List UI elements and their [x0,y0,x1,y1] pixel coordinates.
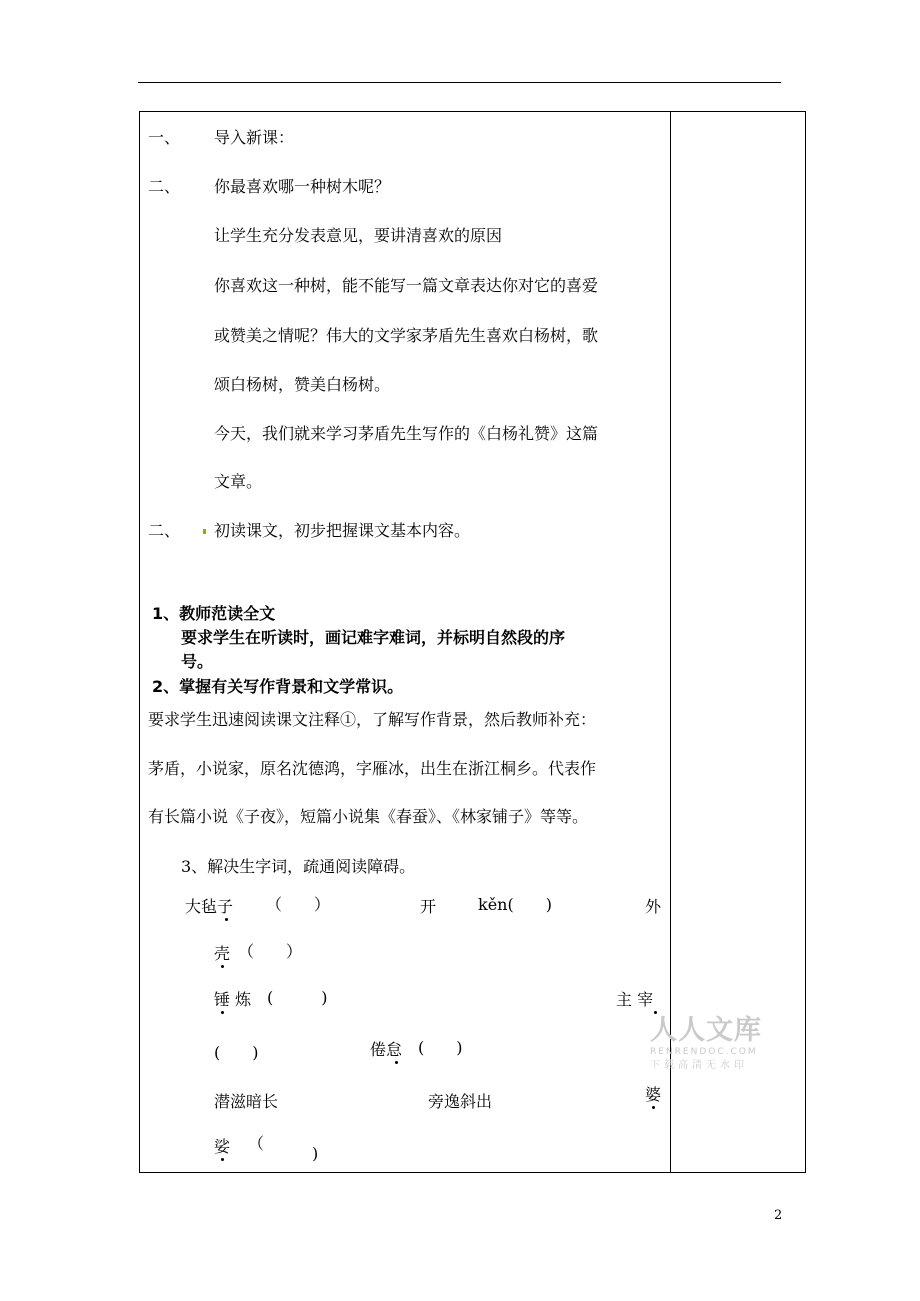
emphasis-dot [652,1106,655,1109]
header-rule [138,82,781,83]
vocab-blank: （ ） [238,942,303,961]
bold-line: 号。 [181,652,214,671]
text-line: 让学生充分发表意见，要讲清喜欢的原因 [214,226,503,245]
watermark [650,1016,775,1072]
vocab-word: 大毡子 [185,897,234,916]
question-line: 你最喜欢哪一种树木呢？ [214,177,391,196]
text-line: 今天，我们就来学习茅盾先生写作的《白杨礼赞》这篇 [214,424,599,443]
vocab-word: 开 [420,897,437,916]
section-number: 二、 [148,521,181,540]
watermark-url: RENRENDOC.COM [650,1047,758,1057]
bold-heading: 2、掌握有关写作背景和文学常识。 [152,677,404,696]
table-column-divider [670,111,671,1173]
bold-line: 要求学生在听读时，画记难字难词，并标明自然段的序 [181,628,566,647]
vocab-word: 潜滋暗长 [214,1092,279,1111]
body-line: 茅盾，小说家，原名沈德鸿，字雁冰，出生在浙江桐乡。代表作 [148,759,597,778]
vocab-blank: （ [248,1134,265,1153]
text-line: 文章。 [214,472,263,491]
body-line: 3、解决生字词，疏通阅读障碍。 [181,857,416,876]
body-line: 要求学生迅速阅读课文注释①，了解写作背景，然后教师补充： [148,710,597,729]
watermark-logo-text: 人人文库 [650,1015,762,1046]
vocab-blank: ) [312,1144,319,1163]
vocab-word: 壳 [214,944,231,963]
vocab-word: 主 宰 [616,990,654,1009]
vocab-word: 倦怠 [370,1040,403,1059]
text-line: 或赞美之情呢？伟大的文学家茅盾先生喜欢白杨树，歌 [214,326,599,345]
section-title: 初读课文，初步把握课文基本内容。 [214,521,471,540]
vocab-pinyin: kěn( ) [478,895,552,914]
emphasis-dot [221,1158,224,1161]
emphasis-dot [395,1061,398,1064]
emphasis-dot [225,918,228,921]
vocab-word: 锤 炼 [214,990,252,1009]
emphasis-dot [221,965,224,968]
emphasis-dot [654,1011,657,1014]
body-line: 有长篇小说《子夜》，短篇小说集《春蚕》、《林家铺子》等等。 [148,807,589,826]
text-line: 颂白杨树，赞美白杨树。 [214,375,391,394]
vocab-blank: ( ) [267,988,328,1007]
vocab-word: 娑 [214,1137,231,1156]
page-number: 2 [774,1208,783,1223]
emphasis-dot [221,1011,224,1014]
section-title: 导入新课： [214,128,295,147]
marker [203,529,206,534]
text-line: 你喜欢这一种树，能不能写一篇文章表达你对它的喜爱 [214,276,599,295]
section-number: 二、 [148,177,181,196]
vocab-word: 旁逸斜出 [428,1092,493,1111]
vocab-blank: （ ） [266,895,331,914]
watermark-slogan: 下载高清无水印 [650,1060,748,1071]
section-number: 一、 [148,128,181,147]
vocab-blank: ( ) [418,1038,463,1057]
bold-heading: 1、教师范读全文 [152,604,276,623]
vocab-word: 婆 [645,1085,662,1104]
vocab-blank: ( ) [214,1043,259,1062]
vocab-word: 外 [645,897,662,916]
